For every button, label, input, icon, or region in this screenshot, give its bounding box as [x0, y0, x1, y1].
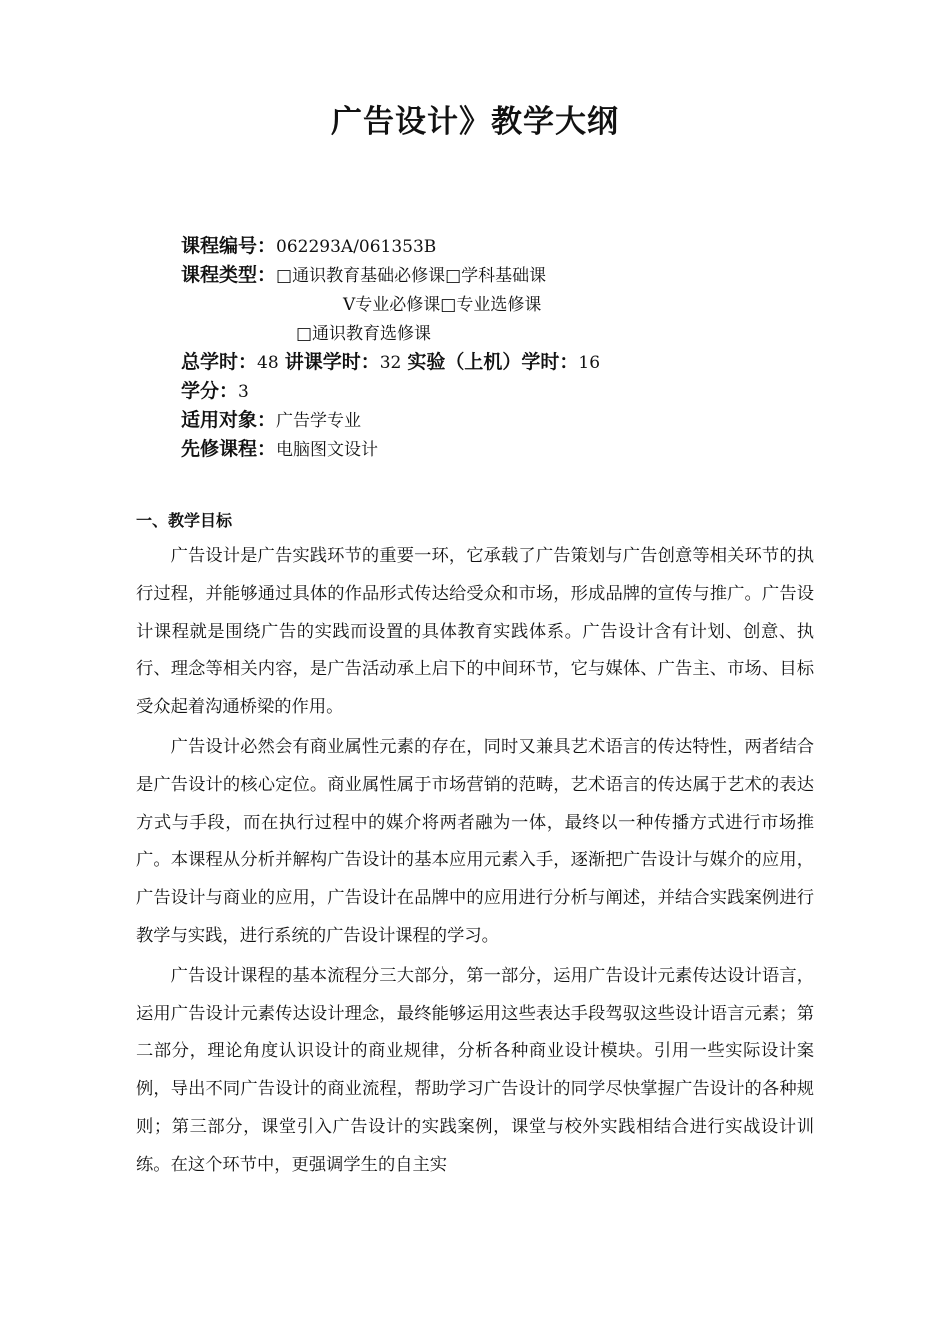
paragraph: 广告设计课程的基本流程分三大部分，第一部分，运用广告设计元素传达设计语言，运用广告设计元素传达设计理念，最终能够运用这些表达手段驾驭这些设计语言元素；第二部分，理论角度认识设计的商业规律，分析各种商业设计模块。引用一些实际设计案例，导出不同广告设计的商业流程，帮助学习广告设计的同学尽快掌握广告设计的各种规则；第三部分，课堂引入广告设计的实践案例，课堂与校外实践相结合进行实战设计训练。在这个环节中，更强调学生的自主实	[136, 965, 814, 1175]
total-hours-value: 48	[257, 353, 279, 373]
course-type-continuation-2	[181, 319, 600, 348]
course-code-label: 课程编号：	[181, 235, 277, 257]
paragraph: 广告设计是广告实践环节的重要一环，它承载了广告策划与广告创意等相关环节的执行过程，并能够通过具体的作品形式传达给受众和市场，形成品牌的宣传与推广。广告设计课程就是围绕广告的实践而设置的具体教育实践体系。广告设计含有计划、创意、执行、理念等相关内容，是广告活动承上启下的中间环节，它与媒体、广告主、市场、目标受众起着沟通桥梁的作用。	[136, 546, 814, 718]
course-type-options-line3: □通识教育选修课	[296, 324, 432, 344]
prerequisite-value: 电脑图文设计	[276, 440, 379, 460]
audience-value: 广告学专业	[276, 411, 362, 431]
audience-label: 适用对象：	[181, 409, 277, 431]
credits-row	[181, 377, 600, 406]
total-hours-label: 总学时：	[181, 351, 258, 373]
lab-hours-label: 实验（上机）学时：	[407, 351, 579, 373]
section-body	[136, 538, 814, 1187]
course-info-block	[181, 232, 600, 464]
course-type-continuation-1	[181, 290, 600, 319]
paragraph: 广告设计必然会有商业属性元素的存在，同时又兼具艺术语言的传达特性，两者结合是广告设计的核心定位。商业属性属于市场营销的范畴，艺术语言的传达属于艺术的表达方式与手段，而在执行过程中的媒介将两者融为一体，最终以一种传播方式进行市场推广。本课程从分析并解构广告设计的基本应用元素入手，逐渐把广告设计与媒介的应用，广告设计与商业的应用，广告设计在品牌中的应用进行分析与阐述，并结合实践案例进行教学与实践，进行系统的广告设计课程的学习。	[136, 736, 814, 946]
document-title: 广告设计》教学大纲	[331, 104, 619, 140]
lecture-hours-value: 32	[379, 353, 402, 373]
hours-row	[181, 348, 600, 377]
course-type-options-line1: □通识教育基础必修课□学科基础课	[276, 266, 547, 286]
course-type-row	[181, 261, 600, 290]
credits-label: 学分：	[181, 380, 239, 402]
prerequisite-label: 先修课程：	[181, 438, 277, 460]
audience-row	[181, 406, 600, 435]
prerequisite-row	[181, 435, 600, 464]
course-type-label: 课程类型：	[181, 264, 277, 286]
credits-value: 3	[238, 382, 249, 402]
lab-hours-value: 16	[578, 353, 601, 373]
course-code-value: 062293A/061353B	[276, 237, 437, 257]
course-code-row	[181, 232, 600, 261]
lecture-hours-label: 讲课学时：	[284, 351, 380, 373]
course-type-options-line2: V专业必修课□专业选修课	[343, 295, 542, 315]
section-heading-teaching-objectives: 一、教学目标	[136, 511, 233, 530]
